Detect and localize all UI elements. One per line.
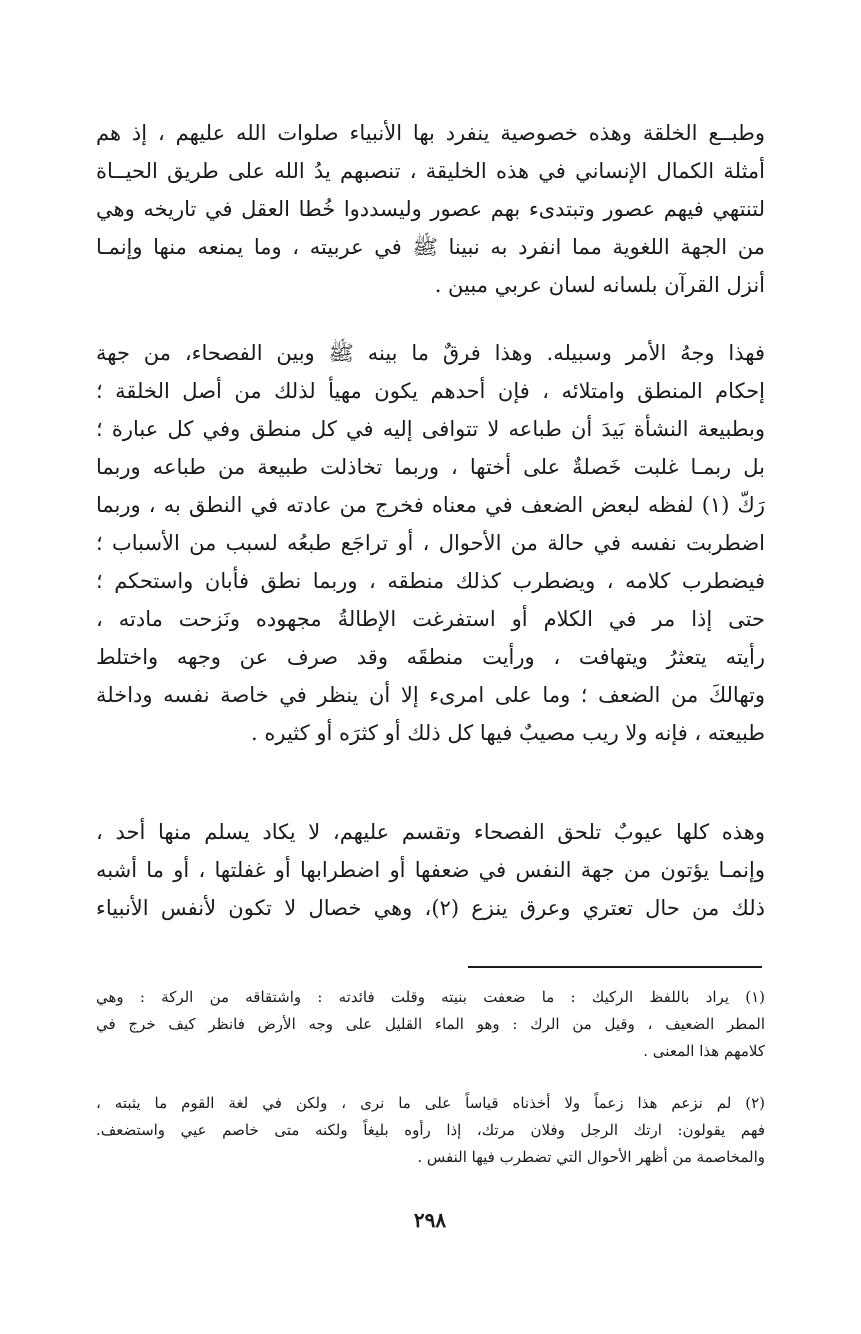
page-number: ٢٩٨ <box>413 1208 447 1232</box>
text-line: بل ربمـا غلبت خَصلةٌ على أختها ، وربما تخاذلت طبيعة من طباعه وربما <box>96 455 765 479</box>
text-line: ذلك من حال تعتري وعرق ينزع (٢)، وهي خصال لا تكون لأنفس الأنبياء <box>96 896 765 920</box>
footnote-line: (٢) لم نزعم هذا زعماً ولا أخذناه قياساً على ما نرى ، ولكن في لغة القوم ما يثبته ، <box>96 1094 765 1112</box>
text-line: وبطبيعة النشأة بَيدَ أن طباعه لا تتوافى إليه في كل منطق وفي كل عبارة ؛ <box>96 417 765 441</box>
footnote-line: كلامهم هذا المعنى . <box>643 1042 765 1060</box>
text-line: وهذه كلها عيوبٌ تلحق الفصحاء وتقسم عليهم، لا يكاد يسلم منها أحد ، <box>96 820 765 844</box>
text-line: حتى إذا مر في الكلام أو استفرغت الإطالةُ مجهوده ونَزحت مادته ، <box>96 607 765 631</box>
text-line: أنزل القرآن بلسانه لسان عربي مبين . <box>434 273 765 297</box>
text-line: طبيعته ، فإنه ولا ريب مصيبٌ فيها كل ذلك أو كثرَه أو كثيره . <box>251 721 765 745</box>
footnote-line: والمخاصمة من أظهر الأحوال التي تضطرب فيها النفس . <box>417 1148 765 1166</box>
text-line: من الجهة اللغوية مما انفرد به نبينا ﷺ في عربيته ، وما يمنعه منها وإنمـا <box>96 235 765 259</box>
text-line: رأيته يتعثرُ ويتهافت ، ورأيت منطقَه وقد صرف عن وجهه واختلط <box>96 645 765 669</box>
footnote-line: (١) يراد باللفظ الركيك : ما ضعفت بنيته وقلت فائدته : واشتقاقه من الركة : وهي <box>96 988 765 1006</box>
text-line: وتهالكَ من الضعف ؛ وما على امرىء إلا أن ينظر في خاصة نفسه وداخلة <box>96 683 765 707</box>
text-line: اضطربت نفسه في حالة من الأحوال ، أو تراجَع طبعُه لسبب من الأسباب ؛ <box>96 531 765 555</box>
footnote-line: فهم يقولون: ارتك الرجل وفلان مرتك، إذا رأوه بليغاً ولكنه متى خاصم عيي واستضعف. <box>96 1121 765 1139</box>
footnote-1 <box>96 984 765 1065</box>
text-line: رَكّ (١) لفظه لبعض الضعف في معناه فخرج من عادته في النطق به ، وربما <box>96 493 765 517</box>
text-line: فهذا وجهُ الأمر وسبيله. وهذا فرقٌ ما بينه ﷺ وبين الفصحاء، من جهة <box>96 341 765 365</box>
footnote-line: المطر الضعيف ، وقيل من الرك : وهو الماء القليل على وجه الأرض فانظر كيف خرج في <box>96 1015 765 1033</box>
paragraph-2 <box>96 334 765 752</box>
paragraph-1 <box>96 114 765 304</box>
text-line: لتنتهي فيهم عصور وتبتدىء بهم عصور وليسددوا خُطا العقل في تاريخه وهي <box>96 197 765 221</box>
text-line: وإنمـا يؤتون من جهة النفس في ضعفها أو اضطرابها أو غفلتها ، أو ما أشبه <box>96 858 765 882</box>
text-line: إحكام المنطق وامتلائه ، فإن أحدهم يكون مهيأ لذلك من أصل الخلقة ؛ <box>96 379 765 403</box>
text-line: فيضطرب كلامه ، ويضطرب كذلك منطقه ، وربما نطق فأبان واستحكم ؛ <box>96 569 765 593</box>
footnote-separator <box>468 966 762 968</box>
footnote-2 <box>96 1090 765 1171</box>
paragraph-3 <box>96 813 765 927</box>
text-line: أمثلة الكمال الإنساني في هذه الخليقة ، تنصبهم يدُ الله على طريق الحيــاة <box>96 159 765 183</box>
text-line: وطبــع الخلقة وهذه خصوصية ينفرد بها الأنبياء صلوات الله عليهم ، إذ هم <box>96 121 765 145</box>
